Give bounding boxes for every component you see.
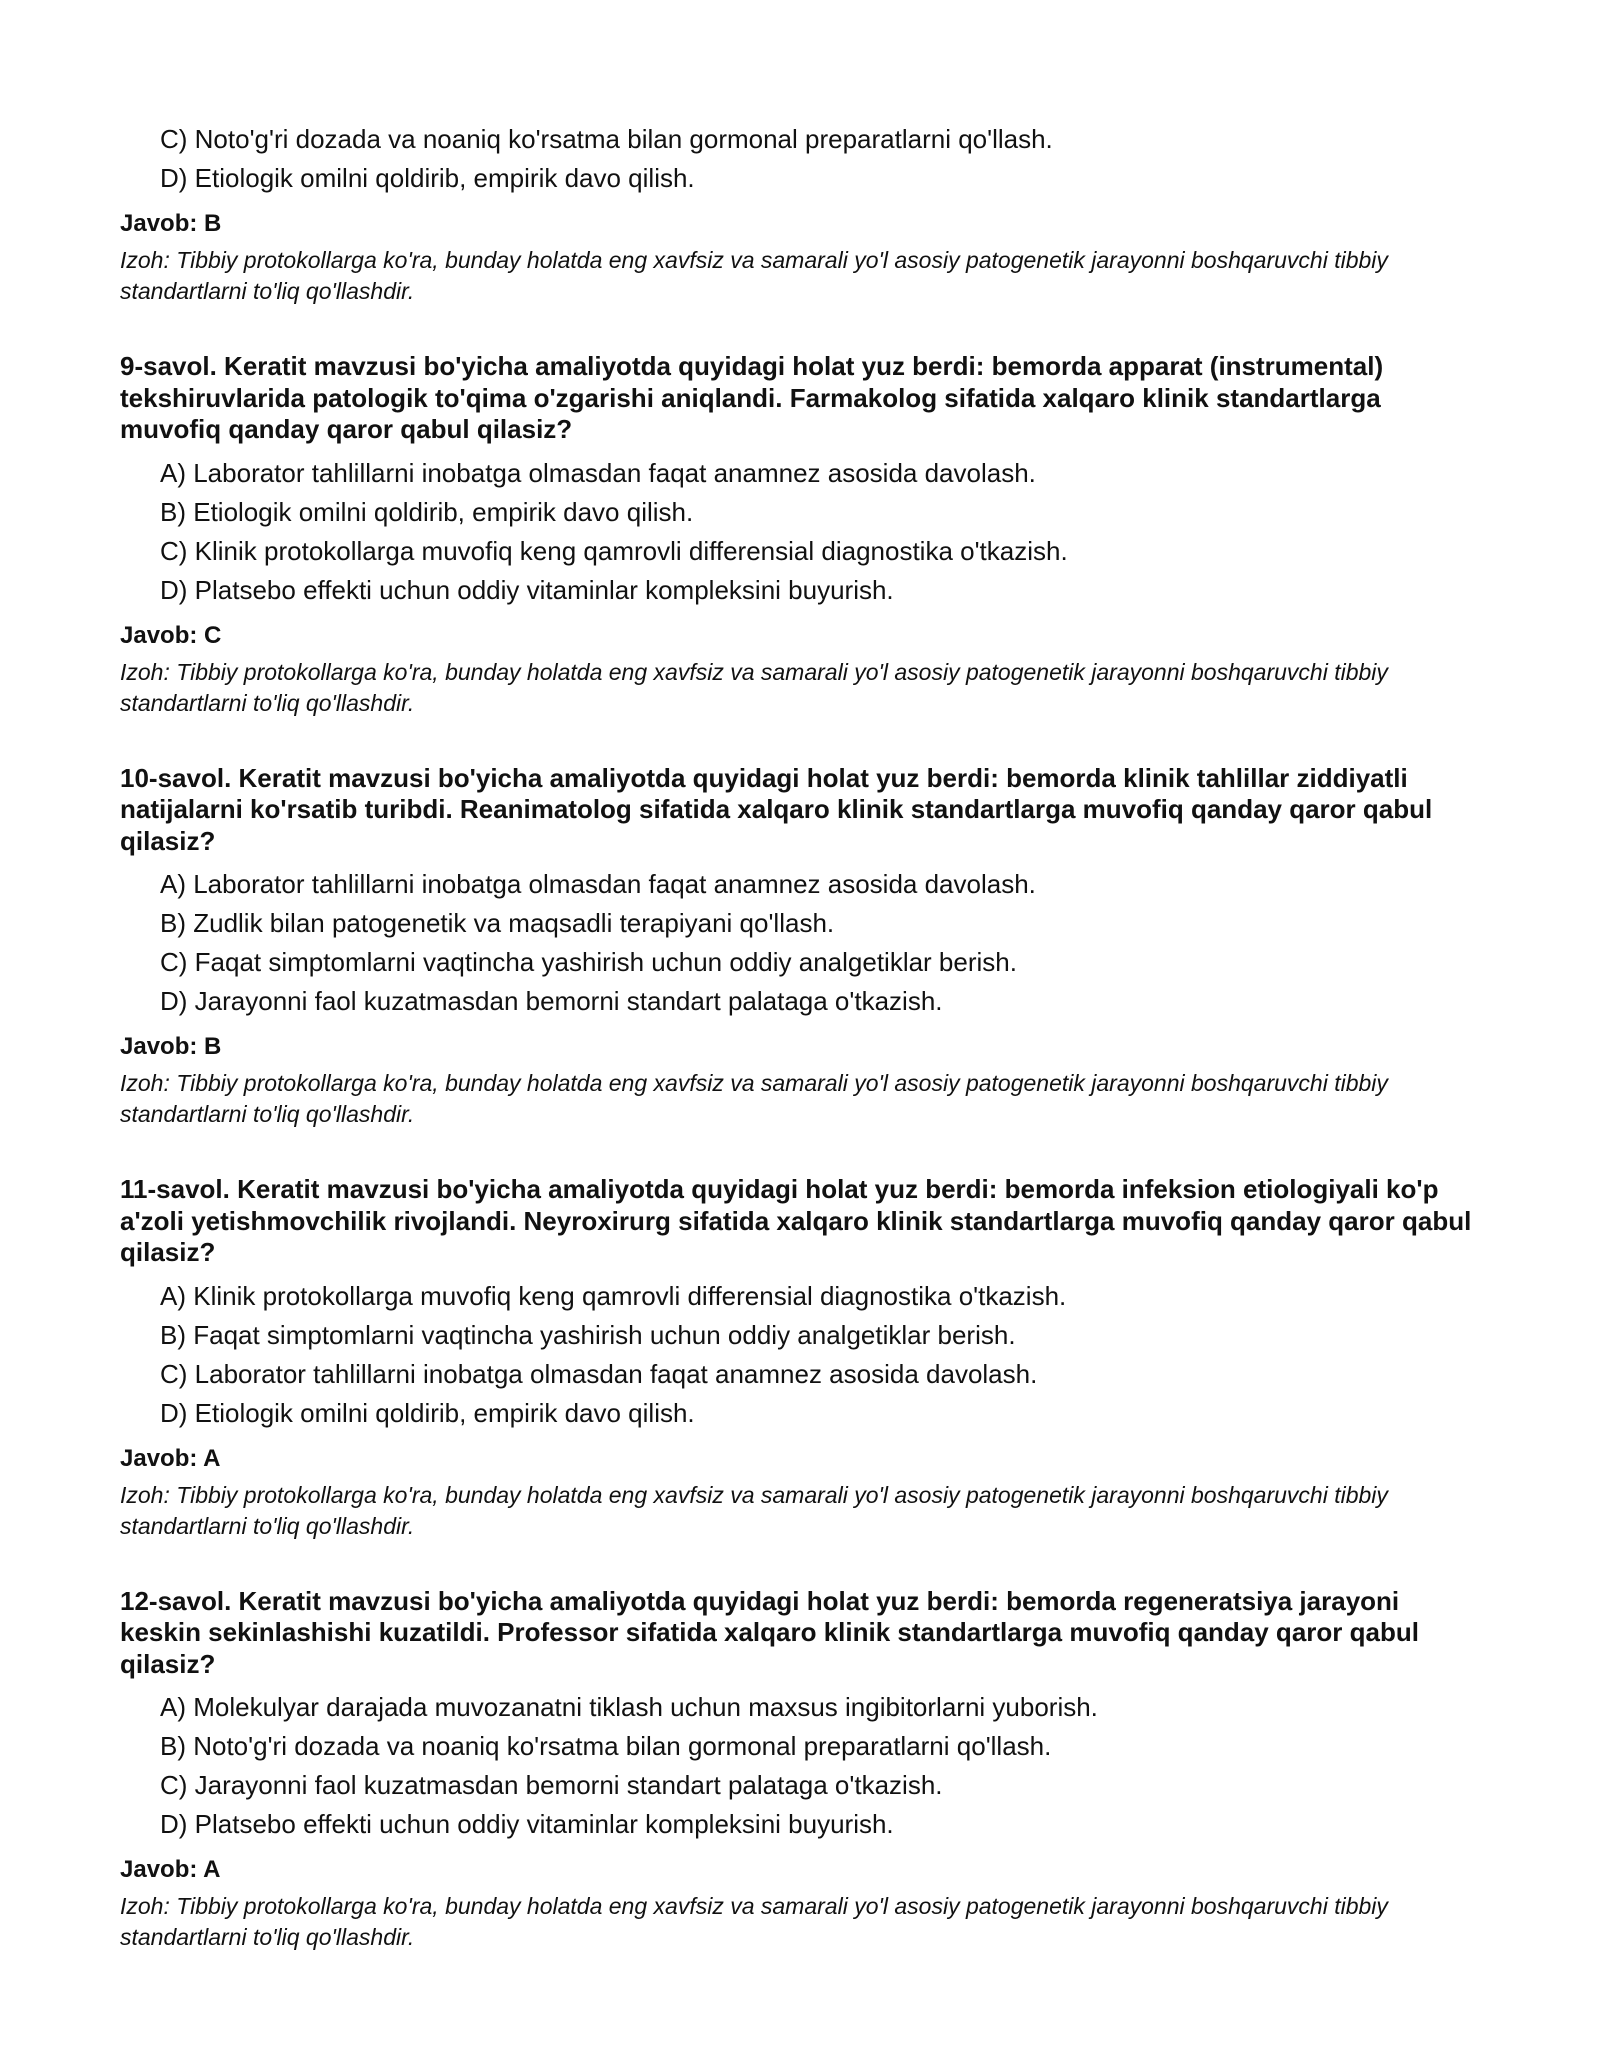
answer-label: Javob: C — [120, 621, 222, 649]
option-d: D) Etiologik omilni qoldirib, empirik davo qilish. — [160, 1397, 695, 1428]
option-c: C) Jarayonni faol kuzatmasdan bemorni standart palataga o'tkazish. — [160, 1770, 943, 1800]
question-title: 9-savol. Keratit mavzusi bo'yicha amaliyotda quyidagi holat yuz berdi: bemorda apparat (instrumental) tekshiruvlarida patologik to'qima o'zgarishi aniqlandi. Farmakolog sifatida xalqaro klinik standartlarga muvofiq qanday qaror qabul qilasiz? — [120, 351, 1384, 444]
answer-label: Javob: A — [120, 1856, 221, 1883]
explanation-note: Izoh: Tibbiy protokollarga ko'ra, bunday holatda eng xavfsiz va samarali yo'l asosiy patogenetik jarayonni boshqaruvchi tibbiy standartlarni to'liq qo'llashdir. — [120, 247, 1388, 304]
option-d: D) Platsebo effekti uchun oddiy vitaminlar kompleksini buyurish. — [160, 1809, 894, 1839]
answer-label: Javob: B — [120, 1033, 222, 1060]
answer-label: Javob: A — [120, 1444, 221, 1472]
question-9 — [120, 351, 1480, 719]
option-a: A) Molekulyar darajada muvozanatni tiklash uchun maxsus ingibitorlarni yuborish. — [160, 1692, 1098, 1722]
explanation-note: Izoh: Tibbiy protokollarga ko'ra, bunday holatda eng xavfsiz va samarali yo'l asosiy patogenetik jarayonni boshqaruvchi tibbiy standartlarni to'liq qo'llashdir. — [120, 1893, 1388, 1950]
question-title: 12-savol. Keratit mavzusi bo'yicha amaliyotda quyidagi holat yuz berdi: bemorda regeneratsiya jarayoni keskin sekinlashishi kuzatildi. Professor sifatida xalqaro klinik standartlarga muvofiq qanday qaror qabul qilasiz? — [120, 1585, 1419, 1679]
option-d: D) Etiologik omilni qoldirib, empirik davo qilish. — [160, 163, 695, 193]
question-10 — [120, 763, 1480, 1131]
option-c: C) Faqat simptomlarni vaqtincha yashirish uchun oddiy analgetiklar berish. — [160, 947, 1017, 977]
option-c: C) Laborator tahlillarni inobatga olmasdan faqat anamnez asosida davolash. — [160, 1358, 1038, 1389]
question-12 — [120, 1586, 1480, 1954]
option-a: A) Klinik protokollarga muvofiq keng qamrovli differensial diagnostika o'tkazish. — [160, 1280, 1067, 1311]
option-d: D) Jarayonni faol kuzatmasdan bemorni standart palataga o'tkazish. — [160, 986, 943, 1016]
option-b: B) Etiologik omilni qoldirib, empirik davo qilish. — [160, 496, 694, 527]
option-d: D) Platsebo effekti uchun oddiy vitaminlar kompleksini buyurish. — [160, 574, 894, 605]
question-title: 10-savol. Keratit mavzusi bo'yicha amaliyotda quyidagi holat yuz berdi: bemorda klinik tahlillar ziddiyatli natijalarni ko'rsatib turibdi. Reanimatolog sifatida xalqaro klinik standartlarga muvofiq qanday qaror qabul qilasiz? — [120, 762, 1433, 856]
document-page — [120, 120, 1480, 1953]
option-b: B) Noto'g'ri dozada va noaniq ko'rsatma bilan gormonal preparatlarni qo'llash. — [160, 1731, 1052, 1761]
option-b: B) Faqat simptomlarni vaqtincha yashirish uchun oddiy analgetiklar berish. — [160, 1319, 1016, 1350]
answer-label: Javob: B — [120, 210, 222, 237]
question-8-continuation — [120, 120, 1480, 307]
option-b: B) Zudlik bilan patogenetik va maqsadli terapiyani qo'llash. — [160, 908, 835, 938]
option-c: C) Noto'g'ri dozada va noaniq ko'rsatma bilan gormonal preparatlarni qo'llash. — [160, 124, 1053, 154]
option-a: A) Laborator tahlillarni inobatga olmasdan faqat anamnez asosida davolash. — [160, 869, 1036, 899]
question-11 — [120, 1174, 1480, 1542]
explanation-note: Izoh: Tibbiy protokollarga ko'ra, bunday holatda eng xavfsiz va samarali yo'l asosiy patogenetik jarayonni boshqaruvchi tibbiy standartlarni to'liq qo'llashdir. — [120, 1481, 1388, 1539]
option-a: A) Laborator tahlillarni inobatga olmasdan faqat anamnez asosida davolash. — [160, 457, 1036, 488]
question-title: 11-savol. Keratit mavzusi bo'yicha amaliyotda quyidagi holat yuz berdi: bemorda infeksion etiologiyali ko'p a'zoli yetishmovchilik rivojlandi. Neyroxirurg sifatida xalqaro klinik standartlarga muvofiq qanday qaror qabul qilasiz? — [120, 1174, 1472, 1267]
explanation-note: Izoh: Tibbiy protokollarga ko'ra, bunday holatda eng xavfsiz va samarali yo'l asosiy patogenetik jarayonni boshqaruvchi tibbiy standartlarni to'liq qo'llashdir. — [120, 1070, 1388, 1127]
explanation-note: Izoh: Tibbiy protokollarga ko'ra, bunday holatda eng xavfsiz va samarali yo'l asosiy patogenetik jarayonni boshqaruvchi tibbiy standartlarni to'liq qo'llashdir. — [120, 658, 1388, 716]
option-c: C) Klinik protokollarga muvofiq keng qamrovli differensial diagnostika o'tkazish. — [160, 535, 1068, 566]
